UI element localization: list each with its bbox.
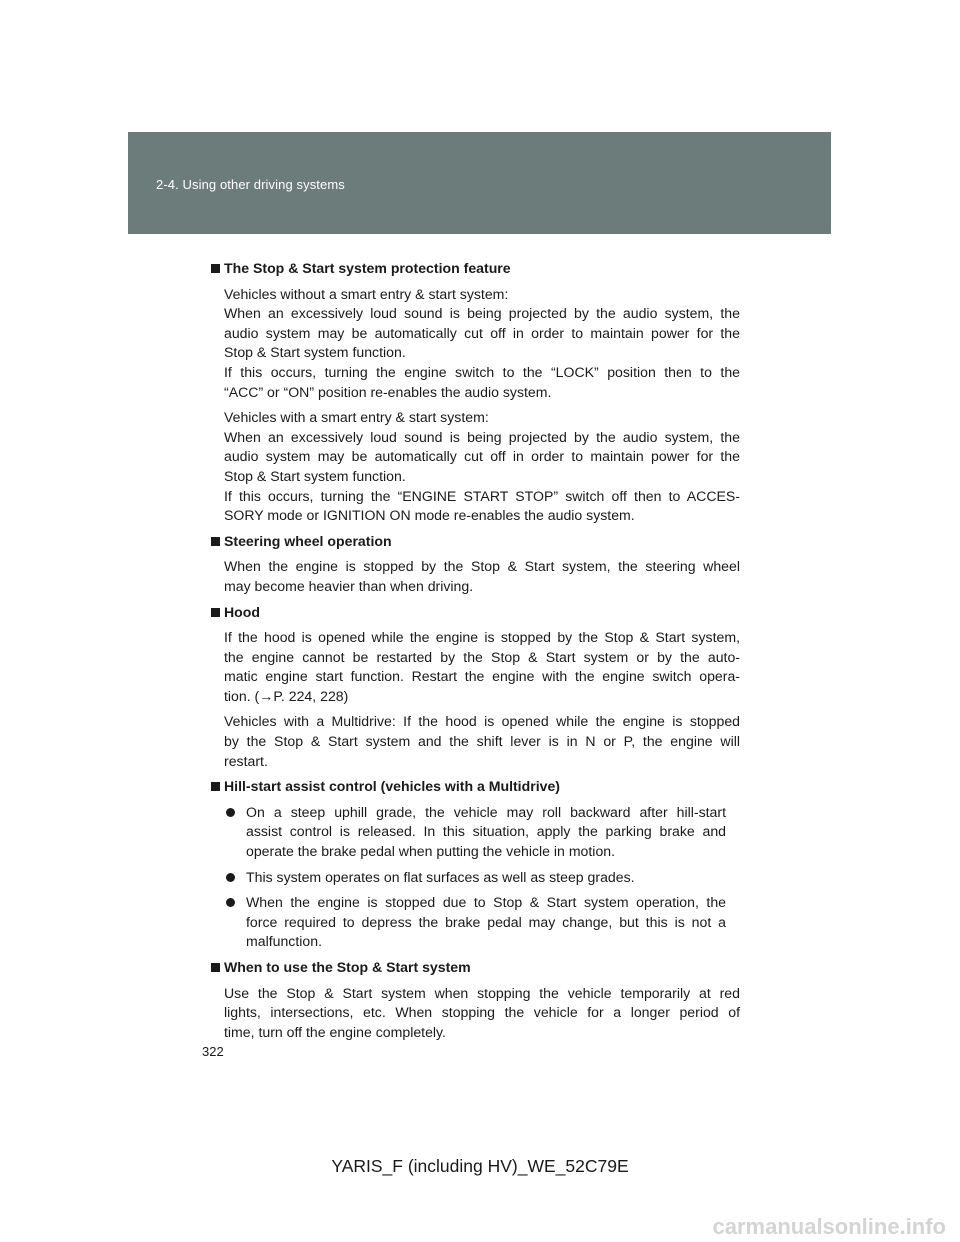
- paragraph-line: by the Stop & Start system and the shift lever is in N or P, the engine will: [224, 733, 740, 750]
- section-heading-text: Steering wheel operation: [224, 532, 392, 549]
- paragraph-line: SORY mode or IGNITION ON mode re-enables the audio system.: [224, 507, 635, 524]
- bullet-item: [210, 868, 740, 888]
- bullet-line: operate the brake pedal when putting the vehicle in motion.: [246, 843, 616, 860]
- paragraph-line: audio system may be automatically cut off in order to maintain power for the: [224, 324, 740, 341]
- paragraph-line: When an excessively loud sound is being projected by the audio system, the: [224, 305, 740, 322]
- bullet-line: assist control is released. In this situation, apply the parking brake and: [246, 823, 726, 840]
- paragraph-line: When the engine is stopped by the Stop & Start system, the steering wheel: [224, 558, 740, 575]
- section-heading-text: Hill-start assist control (vehicles with a Multidrive): [224, 778, 560, 795]
- page-content: [210, 259, 740, 1048]
- section-heading: [210, 603, 740, 623]
- section-title: 2-4. Using other driving systems: [156, 177, 345, 192]
- paragraph-line: Vehicles without a smart entry & start system:: [224, 285, 509, 302]
- paragraph-line: restart.: [224, 752, 268, 769]
- section-heading: [210, 777, 740, 797]
- paragraph-line: If this occurs, turning the engine switch to the “LOCK” position then to the: [224, 363, 740, 380]
- paragraph-line: Stop & Start system function.: [224, 344, 406, 361]
- round-bullet-icon: [226, 873, 235, 882]
- section-heading-text: When to use the Stop & Start system: [224, 959, 471, 975]
- section-heading: [210, 958, 740, 978]
- section-heading: [210, 259, 740, 279]
- paragraph-line: lights, intersections, etc. When stopping the vehicle for a longer period of: [224, 1004, 740, 1021]
- paragraph-line: “ACC” or “ON” position re-enables the audio system.: [224, 383, 552, 400]
- paragraph: [210, 557, 740, 596]
- bullet-line: force required to depress the brake pedal may change, but this is not a: [246, 913, 726, 930]
- paragraph-line: If this occurs, turning the “ENGINE START STOP” switch off then to ACCES-: [224, 487, 740, 504]
- round-bullet-icon: [226, 808, 235, 817]
- section-heading: [210, 532, 740, 552]
- paragraph-line: Vehicles with a Multidrive: If the hood is opened while the engine is stopped: [224, 713, 740, 730]
- paragraph-line: may become heavier than when driving.: [224, 577, 474, 594]
- square-bullet-icon: [211, 608, 220, 617]
- watermark: carmanualsonline.info: [712, 1214, 946, 1239]
- paragraph-line: When an excessively loud sound is being projected by the audio system, the: [224, 428, 740, 445]
- square-bullet-icon: [211, 963, 220, 972]
- round-bullet-icon: [226, 898, 235, 907]
- paragraph-line: audio system may be automatically cut off in order to maintain power for the: [224, 448, 740, 465]
- paragraph: [210, 628, 740, 706]
- square-bullet-icon: [211, 537, 220, 546]
- section-heading-text: The Stop & Start system protection feature: [224, 260, 511, 276]
- bullet-line: When the engine is stopped due to Stop & Start system operation, the: [246, 894, 726, 911]
- bullet-line: On a steep uphill grade, the vehicle may roll backward after hill-start: [246, 803, 726, 820]
- paragraph: [210, 408, 740, 526]
- paragraph-line: matic engine start function. Restart the engine with the engine switch opera-: [224, 668, 740, 685]
- paragraph-line: Vehicles with a smart entry & start system:: [224, 409, 489, 426]
- bullet-line: This system operates on flat surfaces as well as steep grades.: [246, 868, 635, 885]
- section-heading-text: Hood: [224, 603, 261, 620]
- paragraph-line: the engine cannot be restarted by the Stop & Start system or by the auto-: [224, 648, 740, 665]
- paragraph-line: Stop & Start system function.: [224, 467, 406, 484]
- square-bullet-icon: [211, 264, 220, 273]
- document-footer: YARIS_F (including HV)_WE_52C79E: [331, 1156, 629, 1176]
- paragraph-line: tion. (→P. 224, 228): [224, 687, 349, 704]
- square-bullet-icon: [211, 782, 220, 791]
- paragraph-line: If the hood is opened while the engine is stopped by the Stop & Start system,: [224, 629, 740, 646]
- bullet-item: [210, 893, 740, 952]
- bullet-item: [210, 803, 740, 862]
- paragraph: [210, 712, 740, 771]
- paragraph: [210, 984, 740, 1043]
- section-header-bar: [128, 132, 831, 234]
- paragraph: [210, 285, 740, 403]
- paragraph-line: time, turn off the engine completely.: [224, 1023, 446, 1040]
- bullet-line: malfunction.: [246, 933, 322, 950]
- page-number: 322: [202, 1044, 224, 1059]
- paragraph-line: Use the Stop & Start system when stopping the vehicle temporarily at red: [224, 984, 740, 1001]
